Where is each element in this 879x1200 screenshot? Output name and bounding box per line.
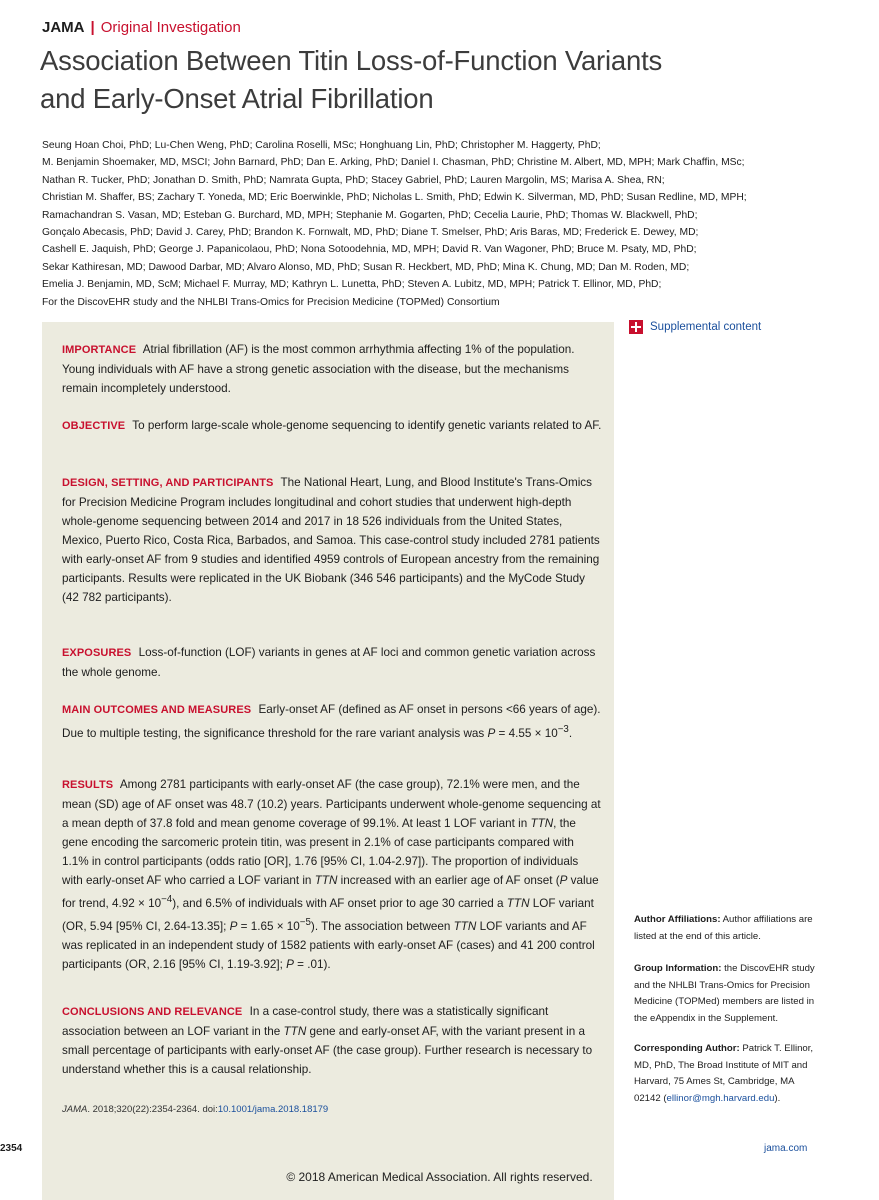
header-separator: |	[90, 19, 95, 36]
abstract-exposures	[62, 643, 602, 682]
group-information	[634, 961, 819, 1027]
abstract-objective	[62, 416, 602, 436]
p-symbol: P	[286, 957, 294, 971]
abstract-conclusions	[62, 1002, 602, 1079]
importance-label: IMPORTANCE	[62, 344, 137, 356]
results-text: LOF variants and AF was replicated in an independent study of 1582 patients with early-onset AF (cases) and 41 200 control participants (OR, 2.16 [95% CI, 1.19-3.92];	[62, 919, 595, 971]
exposures-label: EXPOSURES	[62, 647, 132, 659]
objective-label: OBJECTIVE	[62, 420, 126, 432]
abstract-importance	[62, 340, 602, 398]
page-number: 2354	[0, 1143, 23, 1154]
gene-name: TTN	[530, 817, 554, 830]
corresponding-label: Corresponding Author:	[634, 1043, 740, 1054]
exposures-text: Loss-of-function (LOF) variants in genes at AF loci and common genetic variation across the whole genome.	[62, 646, 596, 679]
abstract-outcomes	[62, 700, 602, 743]
results-text: LOF variant (OR, 5.94 [95% CI, 2.64-13.35];	[62, 896, 594, 933]
p-symbol: P	[559, 874, 568, 887]
author-line: Ramachandran S. Vasan, MD; Esteban G. Burchard, MD, MPH; Stephanie M. Gogarten, PhD; Cecelia Laurie, PhD; Thomas W. Blackwell, PhD;	[42, 209, 698, 221]
conclusions-label: CONCLUSIONS AND RELEVANCE	[62, 1006, 243, 1018]
citation-ref: . 2018;320(22):2354-2364. doi:	[87, 1104, 218, 1115]
corresponding-text: Patrick T. Ellinor, MD, PhD, The Broad Institute of MIT and Harvard, 75 Ames St, Cambridge, MA 02142 (	[634, 1043, 814, 1104]
abstract-results	[62, 775, 602, 974]
site-link[interactable]: jama.com	[764, 1143, 808, 1154]
citation-journal: JAMA	[62, 1104, 88, 1115]
results-text: = .01).	[293, 957, 331, 971]
results-text: ). The association between	[310, 919, 454, 933]
conclusions-text: gene and early-onset AF, with the variant present in a small percentage of participants with early-onset AF (the case group). Further research is necessary to understand whether this is a causal relationship.	[62, 1025, 593, 1076]
author-affiliations	[634, 912, 819, 945]
exponent: −3	[557, 724, 569, 735]
results-text: ), and 6.5% of individuals with AF onset prior to age 30 carried a	[172, 896, 507, 910]
p-symbol: P	[229, 919, 238, 933]
doi-link[interactable]: 10.1001/jama.2018.18179	[217, 1104, 329, 1115]
corresponding-end: ).	[774, 1092, 781, 1104]
outcomes-text-b: = 4.55 × 10	[495, 726, 558, 740]
exponent: −4	[161, 894, 173, 905]
results-text: , the gene encoding the sarcomeric protein titin, was present in 2.1% of case participants compared with 1.1% in control participants (odds ratio [OR], 1.76 [95% CI, 1.04-2.97]). The proportion of individuals with early-onset AF who carried a LOF variant in	[62, 817, 579, 887]
group-label: Group Information:	[634, 963, 722, 974]
author-list	[42, 137, 842, 311]
affiliations-text: Author affiliations are listed at the end of this article.	[634, 914, 813, 942]
copyright: © 2018 American Medical Association. All rights reserved.	[286, 1170, 593, 1184]
journal-header	[42, 19, 241, 36]
p-symbol: P	[487, 726, 496, 740]
author-line: Emelia J. Benjamin, MD, ScM; Michael F. Murray, MD; Kathryn L. Lunetta, PhD; Steven A. Lubitz, MD, MPH; Patrick T. Ellinor, MD, PhD;	[42, 279, 662, 291]
results-text: Among 2781 participants with early-onset AF (the case group), 72.1% were men, and the mean (SD) age of AF onset was 48.7 (10.2) years. Participants underwent whole-genome sequencing at a mean depth of 37.8 fold and mean genome coverage of 99.1%. At least 1 LOF variant in	[62, 778, 601, 830]
outcomes-text-a: Early-onset AF (defined as AF onset in persons <66 years of age). Due to multiple testing, the significance threshold for the rare variant analysis was	[62, 703, 601, 740]
author-line: Nathan R. Tucker, PhD; Jonathan D. Smith, PhD; Namrata Gupta, PhD; Stacey Gabriel, PhD; Lauren Margolin, MS; Marisa A. Shea, RN;	[42, 174, 665, 186]
results-text: = 1.65 × 10	[237, 919, 300, 933]
author-line: Christian M. Shaffer, BS; Zachary T. Yoneda, MD; Eric Boerwinkle, PhD; Nicholas L. Smith, PhD; Edwin K. Silverman, MD, PhD; Susan Redline, MD, MPH;	[42, 192, 747, 204]
title-line-2: and Early-Onset Atrial Fibrillation	[40, 83, 434, 114]
author-line: Cashell E. Jaquish, PhD; George J. Papanicolaou, PhD; Nona Sotoodehnia, MD, MPH; David R. Van Wagoner, PhD; Bruce M. Psaty, MD, PhD;	[42, 244, 697, 256]
journal-name: JAMA	[42, 19, 85, 36]
article-section: Original Investigation	[100, 19, 241, 36]
abstract-design	[62, 473, 602, 607]
design-label: DESIGN, SETTING, AND PARTICIPANTS	[62, 477, 274, 489]
outcomes-text-c: .	[568, 726, 573, 740]
conclusions-text: In a case-control study, there was a statistically significant association between an LOF variant in the	[62, 1005, 549, 1038]
author-line: Seung Hoan Choi, PhD; Lu-Chen Weng, PhD; Carolina Roselli, MSc; Honghuang Lin, PhD; Christopher M. Haggerty, PhD;	[42, 140, 601, 151]
gene-name: TTN	[283, 1025, 307, 1038]
author-line: For the DiscovEHR study and the NHLBI Trans-Omics for Precision Medicine (TOPMed) Consortium	[42, 296, 500, 308]
supplemental-label: Supplemental content	[650, 321, 762, 333]
author-line: Sekar Kathiresan, MD; Dawood Darbar, MD; Alvaro Alonso, MD, PhD; Susan R. Heckbert, MD, PhD; Mina K. Chung, MD; Dan M. Roden, MD;	[42, 261, 690, 273]
gene-name: TTN	[453, 919, 477, 933]
supplemental-content-link[interactable]	[629, 320, 761, 334]
exponent: −5	[299, 916, 311, 928]
results-text: value for trend, 4.92 × 10	[62, 874, 599, 910]
author-line: M. Benjamin Shoemaker, MD, MSCI; John Barnard, PhD; Dan E. Arking, PhD; Daniel I. Chasman, PhD; Christine M. Albert, MD, MPH; Mark Chaffin, MSc;	[42, 157, 745, 169]
plus-icon	[629, 320, 643, 334]
objective-text: To perform large-scale whole-genome sequencing to identify genetic variants related to AF.	[132, 419, 602, 432]
results-text: increased with an earlier age of AF onset (	[337, 874, 560, 887]
design-text: The National Heart, Lung, and Blood Institute's Trans-Omics for Precision Medicine Program includes longitudinal and cohort studies that underwent high-depth whole-genome sequencing between 2014 and 2017 in 18 526 individuals from the United States, Mexico, Puerto Rico, Costa Rica, Barbados, and Samoa. This case-control study included 2781 patients with early-onset AF from 9 studies and identified 4959 controls of European ancestry from the remaining participants. Results were replicated in the UK Biobank (346 546 participants) and the MyCode Study (42 782 participants).	[62, 476, 600, 604]
title-line-1: Association Between Titin Loss-of-Function Variants	[40, 45, 663, 76]
corresponding-author	[634, 1041, 819, 1107]
group-text: the DiscovEHR study and the NHLBI Trans-Omics for Precision Medicine (TOPMed) members are listed in the eAppendix in the Supplement.	[634, 963, 815, 1024]
article-title	[40, 42, 820, 118]
outcomes-label: MAIN OUTCOMES AND MEASURES	[62, 704, 252, 716]
gene-name: TTN	[506, 896, 530, 910]
importance-text: Atrial fibrillation (AF) is the most common arrhythmia affecting 1% of the population. Young individuals with AF have a strong genetic association with the disease, but the mechanisms remain incompletely understood.	[62, 343, 575, 395]
results-label: RESULTS	[62, 779, 114, 791]
author-line: Gonçalo Abecasis, PhD; David J. Carey, PhD; Brandon K. Fornwalt, MD, PhD; Diane T. Smelser, PhD; Aris Baras, MD; Frederick E. Dewey, MD;	[42, 227, 699, 239]
gene-name: TTN	[314, 874, 338, 887]
email-link[interactable]: ellinor@mgh.harvard.edu	[666, 1092, 775, 1104]
affiliations-label: Author Affiliations:	[634, 914, 721, 925]
citation	[62, 1104, 328, 1115]
